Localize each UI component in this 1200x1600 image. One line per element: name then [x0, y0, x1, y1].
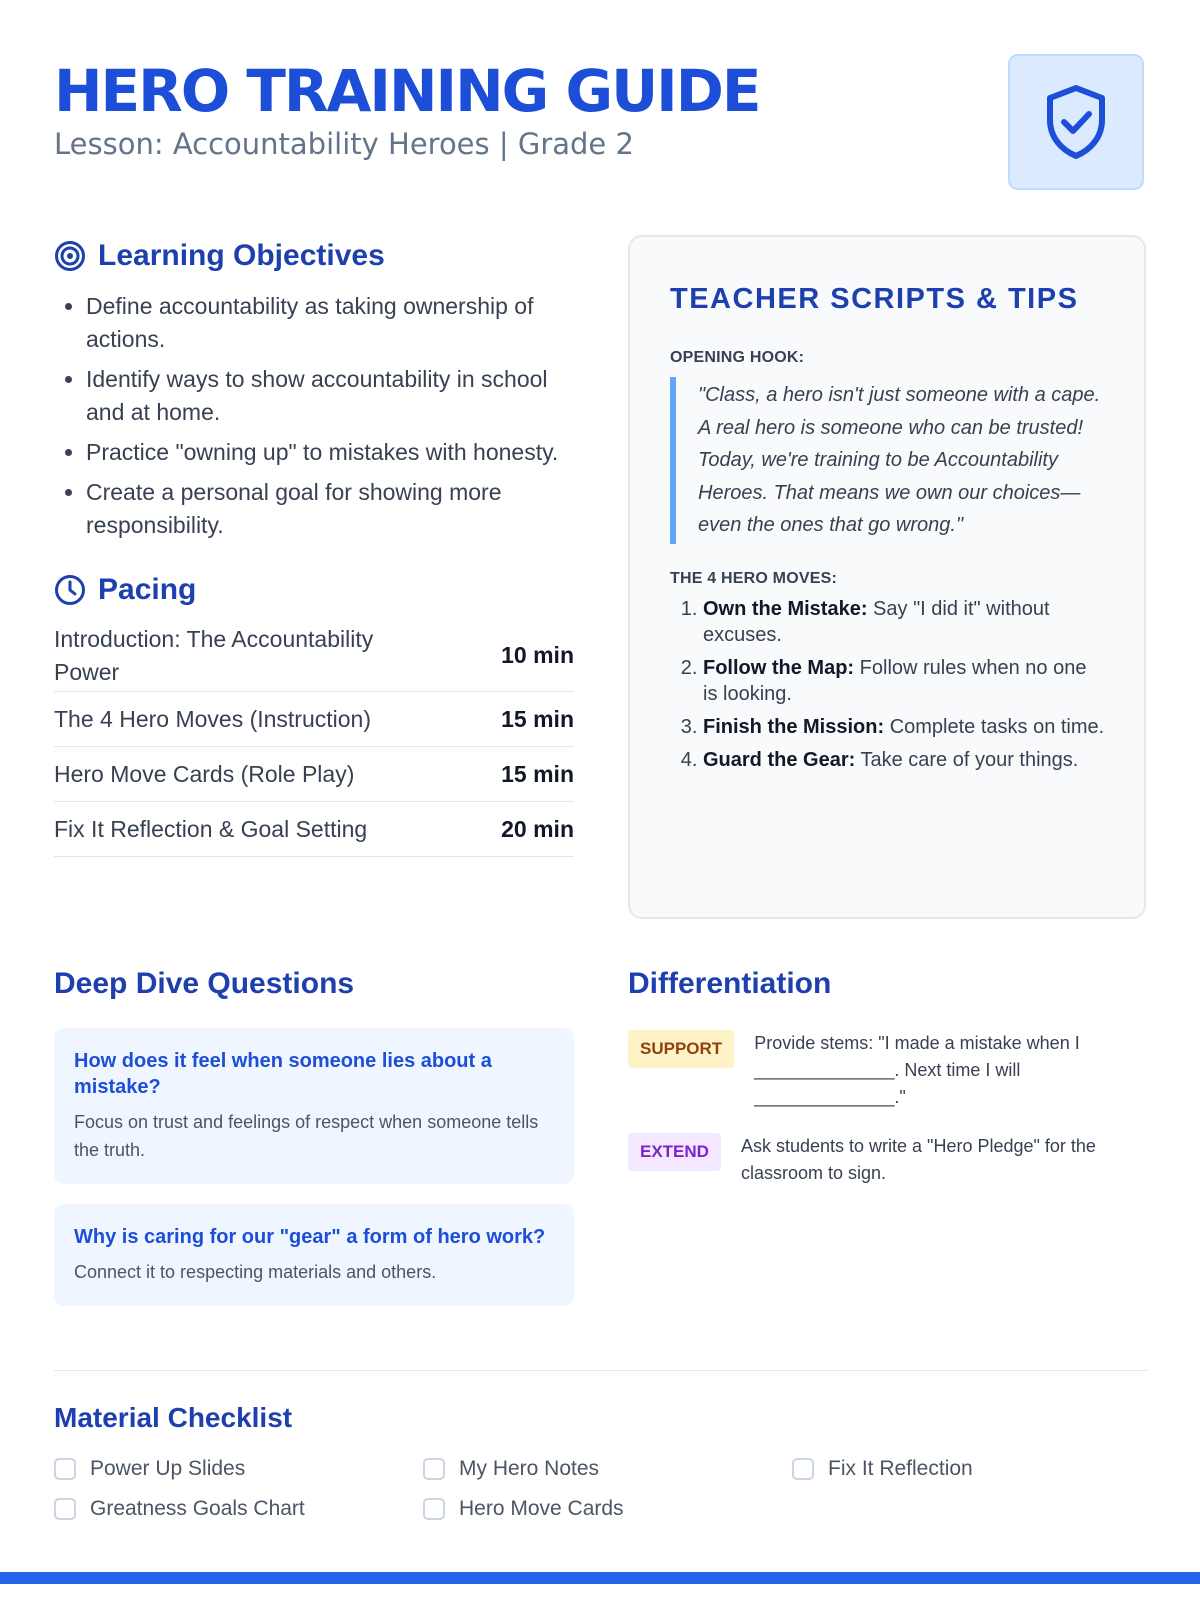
divider	[54, 1370, 1148, 1371]
question-note: Focus on trust and feelings of respect when someone tells the truth.	[74, 1112, 539, 1160]
list-item	[703, 596, 1106, 648]
opening-hook-label: OPENING HOOK:	[670, 349, 805, 366]
list-item	[703, 655, 1106, 707]
pacing-activity: Introduction: The Accountability Power	[54, 625, 374, 685]
differentiation-text: Ask students to write a "Hero Pledge" for the classroom to sign.	[740, 1136, 1096, 1183]
question-card	[54, 1028, 574, 1184]
checkbox[interactable]	[423, 1498, 445, 1520]
checkbox[interactable]	[54, 1498, 76, 1520]
opening-hook-quote: "Class, a hero isn't just someone with a cape. A real hero is someone who can be trusted! Today, we're training to be Accountability Heroes. That means we own our choices—even the ones that go wrong."	[670, 377, 1106, 544]
checklist-label: Power Up Slides	[90, 1457, 246, 1480]
clock-icon	[54, 574, 86, 606]
objectives-heading	[54, 236, 574, 276]
support-badge: SUPPORT	[628, 1030, 734, 1068]
teacher-scripts-card	[628, 235, 1146, 919]
differentiation-title: Differentiation	[628, 967, 832, 1000]
checkbox[interactable]	[792, 1458, 814, 1480]
checklist-item[interactable]	[54, 1496, 423, 1522]
move-desc: Follow rules when no one is looking.	[703, 656, 1087, 705]
shield-badge	[1008, 54, 1144, 190]
move-name: Finish the Mission:	[703, 715, 885, 738]
list-item: • Identify ways to show accountability in school and at home.	[86, 363, 574, 429]
differentiation-row	[628, 1030, 1146, 1111]
checkbox[interactable]	[423, 1458, 445, 1480]
checklist-item[interactable]	[54, 1456, 423, 1482]
teacher-scripts-title: TEACHER SCRIPTS & TIPS	[670, 283, 1079, 315]
page-title: HERO TRAINING GUIDE	[54, 57, 760, 125]
table-row	[54, 692, 574, 747]
question-note: Connect it to respecting materials and others.	[74, 1262, 437, 1282]
shield-check-icon	[1044, 84, 1108, 160]
pacing-activity: Fix It Reflection & Goal Setting	[54, 815, 368, 842]
page-subtitle: Lesson: Accountability Heroes | Grade 2	[54, 127, 634, 161]
differentiation-section	[628, 964, 1146, 1187]
extend-badge: EXTEND	[628, 1133, 721, 1171]
pacing-table	[54, 620, 574, 857]
deep-dive-title: Deep Dive Questions	[54, 967, 355, 1000]
question-text: How does it feel when someone lies about a mistake?	[74, 1050, 492, 1098]
pacing-duration: 15 min	[501, 705, 574, 732]
differentiation-text: Provide stems: "I made a mistake when I ______________. Next time I will ______________."	[754, 1033, 1080, 1107]
pacing-duration: 20 min	[501, 815, 574, 842]
target-icon	[54, 240, 86, 272]
hero-moves-label: THE 4 HERO MOVES:	[670, 569, 837, 587]
hero-moves-list	[670, 596, 1106, 773]
checklist-item[interactable]	[792, 1456, 1148, 1482]
move-desc: Take care of your things.	[860, 748, 1079, 771]
move-desc: Complete tasks on time.	[889, 715, 1105, 738]
move-name: Follow the Map:	[703, 656, 855, 679]
question-text: Why is caring for our "gear" a form of hero work?	[74, 1226, 546, 1248]
pacing-section	[54, 570, 574, 857]
list-item: • Define accountability as taking ownership of actions.	[86, 290, 574, 356]
checklist-item[interactable]	[423, 1496, 792, 1522]
table-row	[54, 802, 574, 857]
list-item: • Practice "owning up" to mistakes with honesty.	[86, 436, 574, 469]
pacing-duration: 10 min	[501, 642, 574, 668]
move-name: Guard the Gear:	[703, 748, 856, 771]
material-checklist-title: Material Checklist	[54, 1402, 293, 1433]
checklist-label: My Hero Notes	[459, 1457, 600, 1480]
checklist-grid	[54, 1456, 1148, 1522]
checklist-item[interactable]	[423, 1456, 792, 1482]
objectives-list	[54, 290, 574, 542]
objectives-title: Learning Objectives	[98, 239, 385, 272]
checkbox[interactable]	[54, 1458, 76, 1480]
bottom-accent-bar	[0, 1572, 1200, 1584]
table-row	[54, 747, 574, 802]
move-name: Own the Mistake:	[703, 597, 868, 620]
list-item	[703, 747, 1106, 773]
list-item: • Create a personal goal for showing more responsibility.	[86, 476, 574, 542]
question-card	[54, 1204, 574, 1306]
checklist-label: Fix It Reflection	[828, 1457, 973, 1480]
list-item	[703, 714, 1106, 740]
left-column	[54, 236, 574, 857]
header	[54, 52, 1148, 194]
pacing-title: Pacing	[98, 573, 197, 606]
table-row	[54, 620, 574, 692]
pacing-heading	[54, 570, 574, 610]
checklist-label: Greatness Goals Chart	[90, 1497, 305, 1520]
move-desc: Say "I did it" without excuses.	[703, 597, 1050, 646]
differentiation-row	[628, 1133, 1146, 1187]
material-checklist	[54, 1400, 1148, 1522]
pacing-activity: Hero Move Cards (Role Play)	[54, 760, 355, 787]
checklist-label: Hero Move Cards	[459, 1497, 624, 1520]
pacing-duration: 15 min	[501, 760, 574, 787]
pacing-activity: The 4 Hero Moves (Instruction)	[54, 705, 372, 732]
deep-dive-section	[54, 964, 574, 1306]
